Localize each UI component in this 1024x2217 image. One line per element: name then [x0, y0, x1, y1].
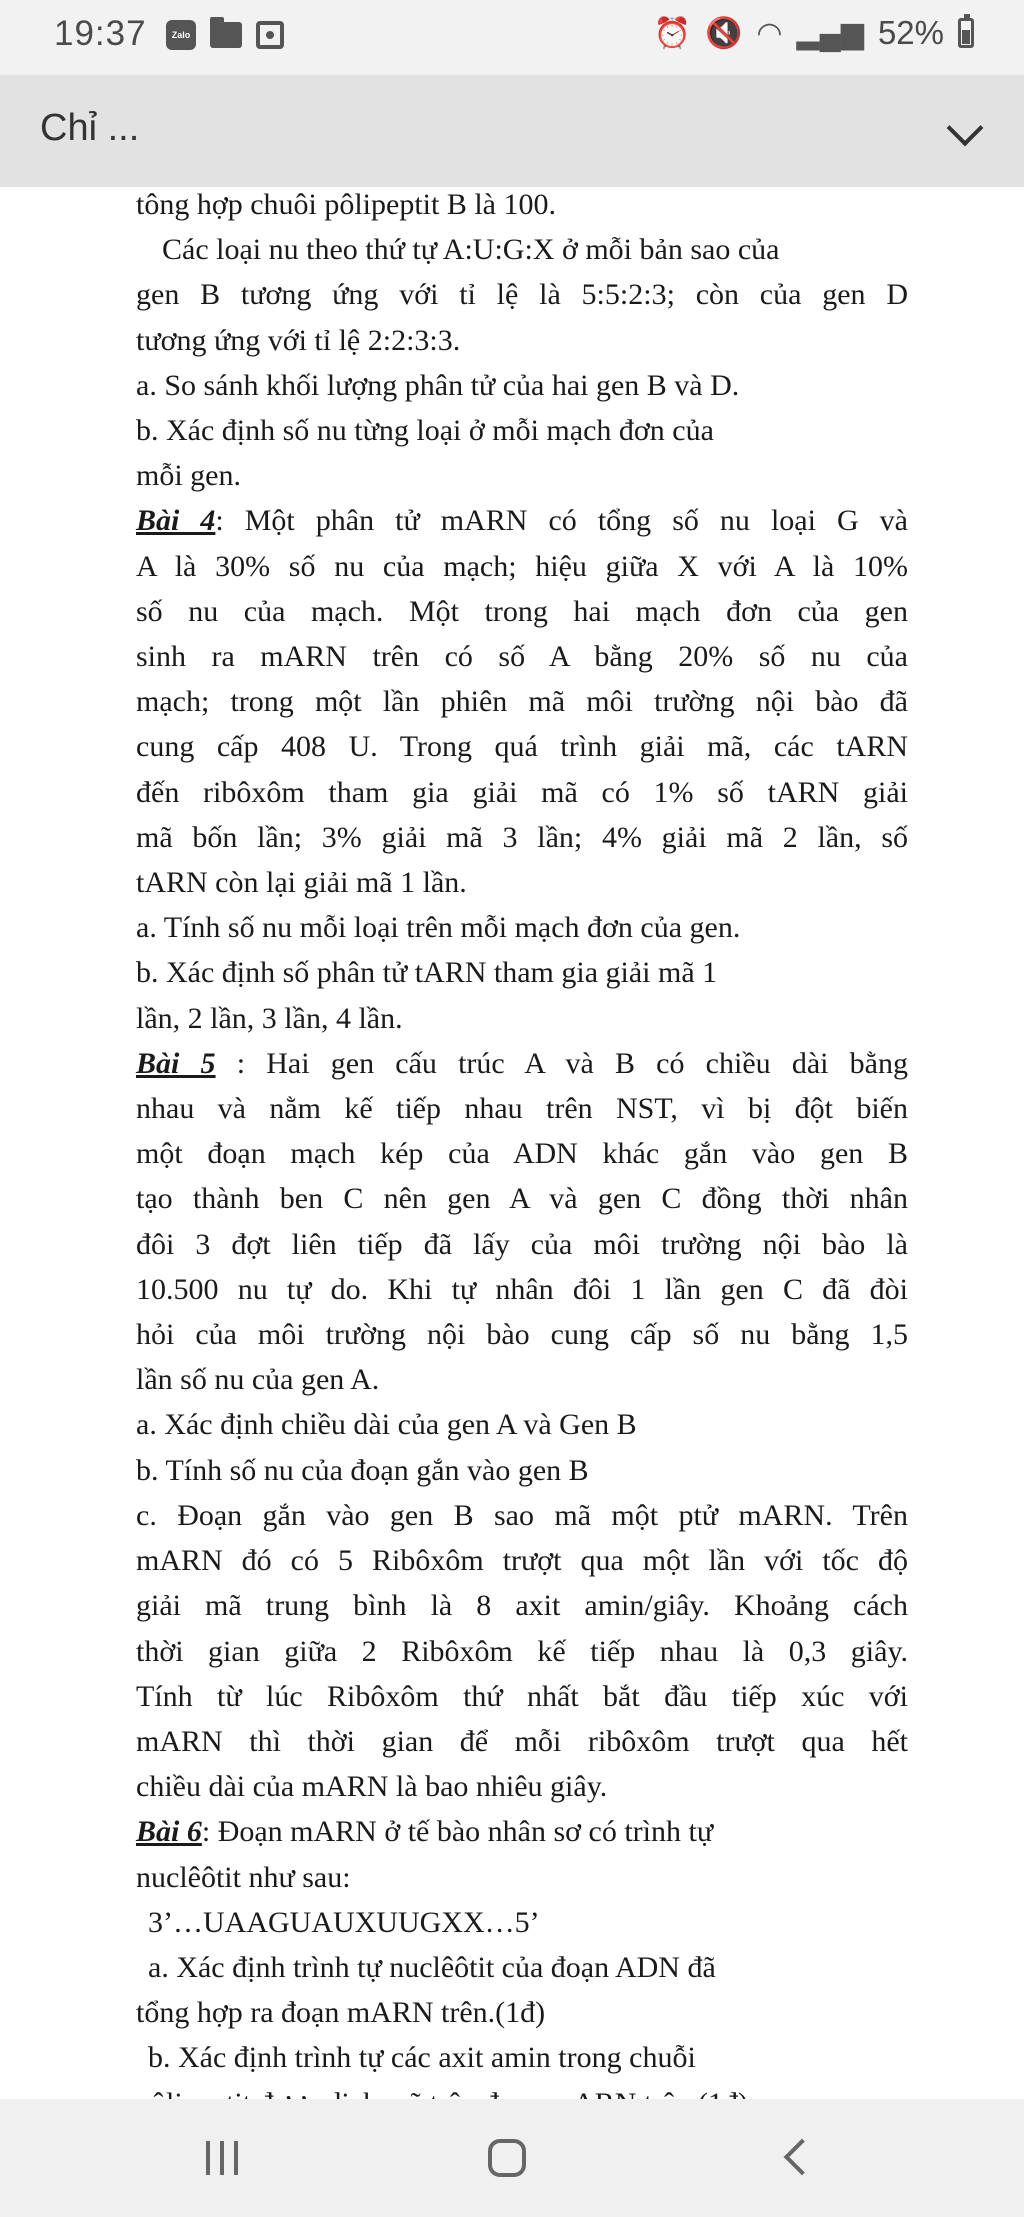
- doc-line: Tính từ lúc Ribôxôm thứ nhất bắt đầu tiếp xúc với: [136, 1679, 908, 1713]
- doc-line: lần, 2 lần, 3 lần, 4 lần.: [136, 1001, 403, 1035]
- doc-line: hỏi của môi trường nội bào cung cấp số nu bằng 1,5: [136, 1318, 908, 1352]
- doc-line: c. Đoạn gắn vào gen B sao mã một ptử mARN. Trên: [136, 1498, 908, 1532]
- status-bar: [0, 0, 1024, 75]
- doc-line: đôi 3 đợt liên tiếp đã lấy của môi trường nội bào là: [136, 1227, 908, 1261]
- bai-6-heading: Bài 6: [136, 1815, 202, 1849]
- status-time: 19:37: [54, 14, 147, 53]
- document-viewer[interactable]: [0, 187, 1024, 2099]
- folder-icon: [210, 22, 242, 48]
- doc-line: chiều dài của mARN là bao nhiêu giây.: [136, 1770, 608, 1804]
- doc-line: thời gian giữa 2 Ribôxôm kế tiếp nhau là 0,3 giây.: [136, 1634, 908, 1668]
- doc-line: b. Xác định trình tự các axit amin trong chuỗi: [148, 2041, 696, 2075]
- chevron-down-icon[interactable]: [947, 110, 984, 147]
- home-icon[interactable]: [488, 2139, 526, 2177]
- doc-line: [136, 498, 908, 543]
- navigation-bar: [0, 2099, 1024, 2217]
- doc-line: b. Tính số nu của đoạn gắn vào gen B: [136, 1453, 589, 1487]
- doc-line: mỗi gen.: [136, 459, 241, 493]
- bai-4-text: : Một phân tử mARN có tổng số nu loại G và: [215, 504, 908, 538]
- bai-5-text: : Hai gen cấu trúc A và B có chiều dài bằng: [215, 1046, 908, 1080]
- bai-4-heading: Bài 4: [136, 504, 216, 538]
- doc-line: một đoạn mạch kép của ADN khác gắn vào gen B: [136, 1137, 908, 1171]
- doc-line: mã bốn lần; 3% giải mã 3 lần; 4% giải mã 2 lần, số: [136, 820, 908, 854]
- mute-icon: 🔇: [704, 16, 743, 50]
- doc-line: tạo thành ben C nên gen A và gen C đồng thời nhân: [136, 1182, 908, 1216]
- system-icons: [654, 14, 974, 52]
- doc-line: 10.500 nu tự do. Khi tự nhân đôi 1 lần gen C đã đòi: [136, 1272, 908, 1306]
- notification-icons: [166, 20, 284, 50]
- doc-line: sinh ra mARN trên có số A bằng 20% số nu của: [136, 640, 908, 674]
- doc-line: giải mã trung bình là 8 axit amin/giây. Khoảng cách: [136, 1589, 908, 1623]
- doc-line: cung cấp 408 U. Trong quá trình giải mã, các tARN: [136, 730, 908, 764]
- doc-line: b. Xác định số nu từng loại ở mỗi mạch đơn của: [136, 414, 714, 448]
- recents-icon[interactable]: [206, 2141, 238, 2175]
- doc-line: gen B tương ứng với tỉ lệ là 5:5:2:3; còn của gen D: [136, 278, 908, 312]
- battery-percent: 52%: [877, 14, 944, 51]
- doc-line: tương ứng với tỉ lệ 2:2:3:3.: [136, 323, 461, 357]
- document-page: [136, 182, 908, 2126]
- bai-5-heading: Bài 5: [136, 1046, 216, 1080]
- doc-line: tổng hợp ra đoạn mARN trên.(1đ): [136, 1996, 546, 2030]
- doc-line: 3’…UAAGUAUXUUGXX…5’: [148, 1905, 540, 1939]
- doc-line: [136, 1809, 908, 1854]
- doc-line: mARN đó có 5 Ribôxôm trượt qua một lần với tốc độ: [136, 1544, 908, 1578]
- doc-line: [136, 1041, 908, 1086]
- doc-line: Các loại nu theo thứ tự A:U:G:X ở mỗi bản sao của: [162, 233, 780, 267]
- doc-line: số nu của mạch. Một trong hai mạch đơn của gen: [136, 594, 908, 628]
- download-icon: [256, 21, 284, 49]
- doc-line: a. Xác định chiều dài của gen A và Gen B: [136, 1408, 637, 1442]
- doc-line: tông hợp chuôi pôlipeptit B là 100.: [136, 188, 556, 221]
- document-header[interactable]: [0, 75, 1024, 187]
- doc-line: b. Xác định số phân tử tARN tham gia giải mã 1: [136, 956, 718, 990]
- doc-line: nuclêôtit như sau:: [136, 1860, 351, 1894]
- alarm-icon: ⏰: [653, 16, 691, 50]
- doc-line: tARN còn lại giải mã 1 lần.: [136, 866, 467, 900]
- bai-6-text: : Đoạn mARN ở tế bào nhân sơ có trình tự: [201, 1815, 714, 1849]
- doc-line: mARN thì thời gian để mỗi ribôxôm trượt qua hết: [136, 1724, 908, 1758]
- back-icon[interactable]: [784, 2139, 821, 2176]
- doc-line: a. So sánh khối lượng phân tử của hai gen B và D.: [136, 368, 740, 402]
- doc-line: lần số nu của gen A.: [136, 1363, 380, 1397]
- doc-line: đến ribôxôm tham gia giải mã có 1% số tARN giải: [136, 775, 908, 809]
- zalo-icon: Zalo: [166, 20, 196, 50]
- signal-icon: ▂▄▆: [796, 16, 864, 50]
- wifi-icon: ◠: [756, 16, 783, 50]
- doc-line: A là 30% số nu của mạch; hiệu giữa X với A là 10%: [136, 549, 908, 583]
- battery-icon: [958, 18, 974, 48]
- doc-line: nhau và nằm kế tiếp nhau trên NST, vì bị đột biến: [136, 1092, 908, 1126]
- doc-line: a. Xác định trình tự nuclêôtit của đoạn ADN đã: [148, 1950, 716, 1984]
- document-title[interactable]: Chỉ ...: [40, 107, 140, 149]
- doc-line: mạch; trong một lần phiên mã môi trường nội bào đã: [136, 685, 908, 719]
- doc-line: a. Tính số nu mỗi loại trên mỗi mạch đơn của gen.: [136, 911, 741, 945]
